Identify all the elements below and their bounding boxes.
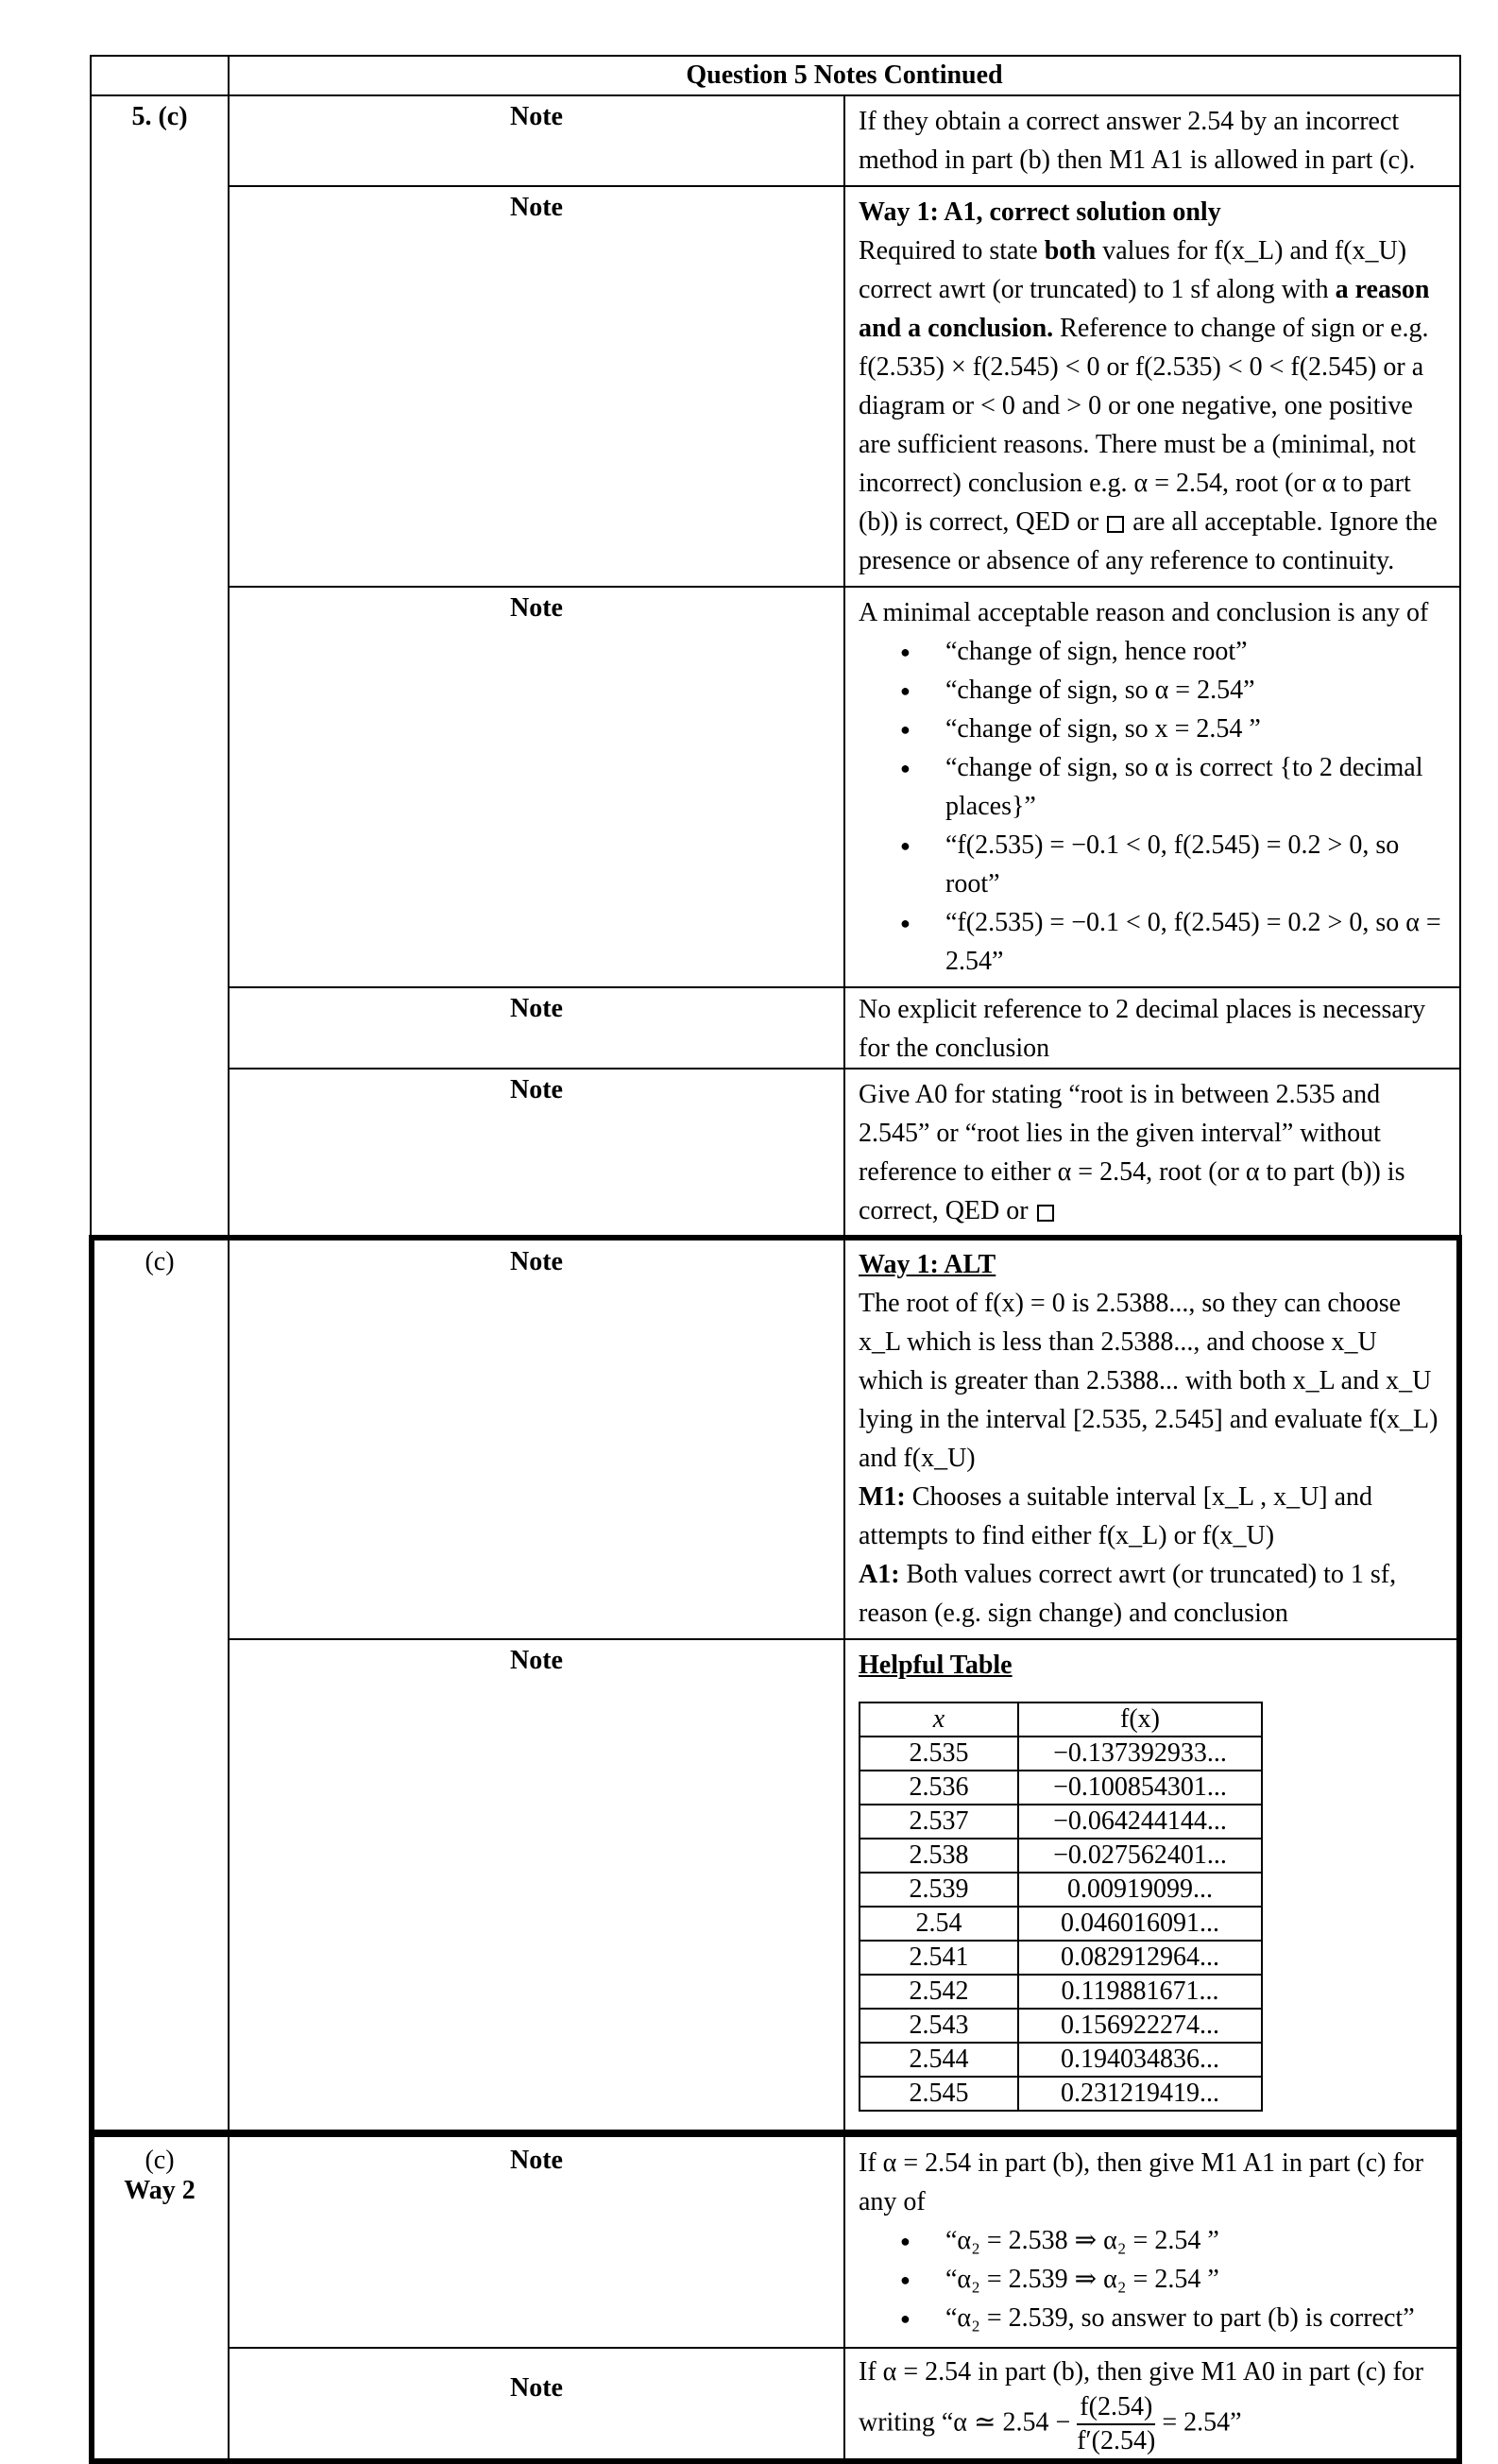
- section-label: (c) Way 2: [91, 2133, 229, 2462]
- note-row: [91, 1069, 1460, 1237]
- mark-scheme-page: [90, 55, 1461, 2463]
- table-row: 2.537 −0.064244144...: [860, 1805, 1262, 1839]
- list-item: ● “f(2.535) = −0.1 < 0, f(2.545) = 0.2 > 0, so α = 2.54”: [945, 903, 1448, 981]
- table-row: 2.536 −0.100854301...: [860, 1771, 1262, 1805]
- table-row: 2.543 0.156922274...: [860, 2009, 1262, 2043]
- note-text: If they obtain a correct answer 2.54 by an incorrect method in part (b) then M1 A1 is allowed in part (c).: [844, 95, 1460, 186]
- qed-box-icon: [1107, 516, 1124, 533]
- note-text: Give A0 for stating “root is in between 2.535 and 2.545” or “root lies in the given interval” without reference to either α = 2.54, root (or α to part (b)) is correct, QED or: [844, 1069, 1460, 1237]
- note-text: [844, 1639, 1460, 2133]
- note-row: [91, 987, 1460, 1069]
- table-row: 2.542 0.119881671...: [860, 1975, 1262, 2009]
- table-header-row: [860, 1703, 1262, 1737]
- note-tag: Note: [229, 1237, 844, 1639]
- list-item: ● “α₂ = 2.539, so answer to part (b) is correct”: [945, 2299, 1448, 2337]
- section-label: (c): [91, 1237, 229, 2133]
- note-title: Helpful Table: [859, 1651, 1013, 1680]
- helpful-table: [859, 1702, 1263, 2112]
- table-header: Question 5 Notes Continued: [686, 60, 1003, 90]
- note-tag: Note: [229, 1639, 844, 2133]
- note-title: Way 1: A1, correct solution only: [859, 197, 1221, 227]
- qed-box-icon: [1037, 1205, 1054, 1222]
- note-row: [91, 2133, 1460, 2348]
- note-tag: Note: [229, 95, 844, 186]
- note-text: Way 1: ALT The root of f(x) = 0 is 2.5388..., so they can choose x_L which is less than 2.5388..., and choose x_U which is greater than 2.5388... with both x_L and x_U lying in the interval [2.535, 2.545] and evaluate f(x_L) and f(x_U) M1: Chooses a suitable interval [x_L , x_U] and attempts to find either f(x_L) or f(x_U) A1: Both values correct awrt (or truncated) to 1 sf, reason (e.g. sign change) and conclusion: [844, 1237, 1460, 1639]
- table-row: 2.544 0.194034836...: [860, 2043, 1262, 2077]
- note-row: [91, 587, 1460, 987]
- note-title: Way 1: ALT: [859, 1250, 996, 1279]
- section-label: 5. (c): [91, 95, 229, 1237]
- note-tag: Note: [229, 987, 844, 1069]
- note-text: If α = 2.54 in part (b), then give M1 A0 in part (c) for writing “α ≃ 2.54 − $\frac{f(2.54)}{f'(2.54)}$ = 2.54”: [844, 2348, 1460, 2462]
- list-item: ● “change of sign, so α is correct {to 2 decimal places}”: [945, 748, 1448, 826]
- list-item: ● “α₂ = 2.539 ⇒ α₂ = 2.54 ”: [945, 2260, 1448, 2299]
- list-item: ● “f(2.535) = −0.1 < 0, f(2.545) = 0.2 > 0, so root”: [945, 826, 1448, 903]
- note-row: [91, 2348, 1460, 2462]
- note-text: If α = 2.54 in part (b), then give M1 A1 in part (c) for any of ● “α₂ = 2.538 ⇒ α₂ = 2.54 ” ● “α₂ = 2.539 ⇒ α₂ = 2.54 ” ● “α₂ = 2.539, so answer to part (b) is correct”: [844, 2133, 1460, 2348]
- list-item: ● “change of sign, so x = 2.54 ”: [945, 710, 1448, 748]
- note-text: A minimal acceptable reason and conclusion is any of ● “change of sign, hence root” ● “change of sign, so α = 2.54” ● “change of sign, so x = 2.54 ” ● “change of sign, so α is correct {to 2 decimal places}” ● “f(2.535) = −0.1 < 0, f(2.545) = 0.2 > 0, so root” ● “f(2.535) = −0.1 < 0, f(2.545) = 0.2 > 0, so α = 2.54”: [844, 587, 1460, 987]
- note-row: [91, 186, 1460, 587]
- note-row: [91, 1237, 1460, 1639]
- fraction: $\frac{f(2.54)}{f'(2.54)}$: [1077, 2392, 1156, 2455]
- list-item: ● “change of sign, hence root”: [945, 632, 1448, 671]
- list-item: ● “change of sign, so α = 2.54”: [945, 671, 1448, 710]
- table-row: 2.539 0.00919099...: [860, 1873, 1262, 1907]
- note-row: [91, 95, 1460, 186]
- list-item: ● “α₂ = 2.538 ⇒ α₂ = 2.54 ”: [945, 2221, 1448, 2260]
- column-header: x: [860, 1703, 1018, 1737]
- note-row: [91, 1639, 1460, 2133]
- note-tag: Note: [229, 2133, 844, 2348]
- column-header: f(x): [1018, 1703, 1262, 1737]
- note-text: Way 1: A1, correct solution only Required to state both values for f(x_L) and f(x_U) correct awrt (or truncated) to 1 sf along with a reason and a conclusion. Reference to change of sign or e.g. f(2.535) × f(2.545) < 0 or f(2.535) < 0 < f(2.545) or a diagram or < 0 and > 0 or one negative, one positive are sufficient reasons. There must be a (minimal, not incorrect) conclusion e.g. α = 2.54, root (or α to part (b)) is correct, QED or are all acceptable. Ignore the presence or absence of any reference to continuity.: [844, 186, 1460, 587]
- note-tag: Note: [229, 587, 844, 987]
- table-row: 2.535 −0.137392933...: [860, 1737, 1262, 1771]
- note-text: No explicit reference to 2 decimal places is necessary for the conclusion: [844, 987, 1460, 1069]
- table-row: 2.545 0.231219419...: [860, 2077, 1262, 2111]
- note-tag: Note: [229, 2348, 844, 2462]
- bullet-list: [859, 2221, 1448, 2337]
- note-tag: Note: [229, 1069, 844, 1237]
- bullet-list: [859, 632, 1448, 981]
- table-row: 2.538 −0.027562401...: [860, 1839, 1262, 1873]
- header-row: [91, 56, 1460, 95]
- table-row: 2.541 0.082912964...: [860, 1941, 1262, 1975]
- table-row: 2.54 0.046016091...: [860, 1907, 1262, 1941]
- notes-table: [90, 55, 1461, 2463]
- note-tag: Note: [229, 186, 844, 587]
